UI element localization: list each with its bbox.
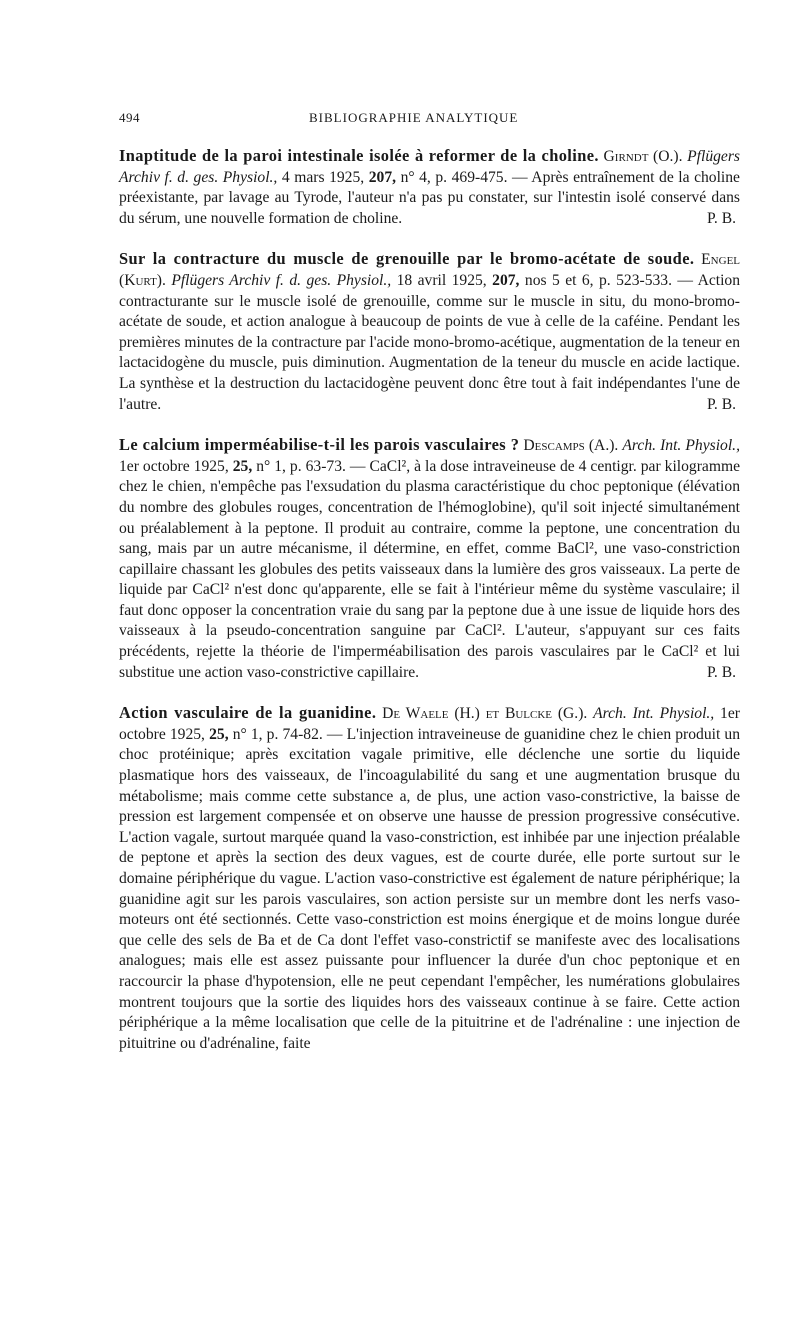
entry-title: Inaptitude de la paroi intestinale isolée à reformer de la choline. bbox=[119, 146, 599, 165]
bibliography-entry bbox=[119, 146, 740, 229]
entry-date: 18 avril 1925, bbox=[396, 271, 487, 289]
entry-title: Sur la contracture du muscle de grenouille par le bromo-acétate de soude. bbox=[119, 249, 695, 269]
entry-abstract: — Après entraînement de la choline préexistante, par lavage au Tyrode, l'auteur n'a pas pu constater, sur l'intestin isolé conservé dans du sérum, une nouvelle formation de choline. bbox=[119, 168, 740, 227]
entry-pages: n° 1, p. 74-82. bbox=[232, 725, 323, 743]
entry-author: De Waele (H.) et Bulcke (G.). bbox=[382, 705, 588, 723]
running-head bbox=[119, 102, 740, 126]
entry-pages: n° 1, p. 63-73. bbox=[256, 457, 346, 475]
entry-title: Le calcium imperméabilise-t-il les parois vasculaires ? bbox=[119, 435, 520, 455]
entry-volume: 25, bbox=[232, 457, 253, 475]
entry-journal: Pflügers Archiv f. d. ges. Physiol., bbox=[119, 148, 740, 186]
entry-abstract: — Action contracturante sur le muscle isolé de grenouille, comme sur le muscle in situ, du mono-bromo-acétate de soude, et action analogue à beaucoup de points de vue à celle de la caféine. Pendant les premières minutes de la contracture par l'acide mono-bromo-acétique, augmentation de la teneur en lactacidogène du muscle, puis diminution. Augmentation de la teneur du muscle en acide lactique. La synthèse et la destruction du lactacidogène peuvent donc être tout à fait indépendantes l'une de l'autre. bbox=[119, 271, 741, 413]
entry-pages: nos 5 et 6, p. 523-533. bbox=[524, 271, 672, 289]
entry-author: Descamps (A.). bbox=[523, 437, 619, 455]
bibliography-entry bbox=[119, 249, 740, 415]
entry-signature: P. B. bbox=[706, 395, 736, 413]
entry-pages: n° 4, p. 469-475. bbox=[400, 168, 508, 186]
entry-volume: 207, bbox=[492, 271, 520, 289]
page-number: 494 bbox=[119, 110, 140, 125]
entry-volume: 207, bbox=[368, 168, 397, 186]
document-page bbox=[119, 102, 740, 1054]
bibliography-entry bbox=[119, 435, 740, 683]
entry-journal: Pflügers Archiv f. d. ges. Physiol., bbox=[171, 271, 392, 289]
entry-author: Engel (Kurt). bbox=[119, 251, 741, 289]
entry-abstract: — CaCl², à la dose intraveineuse de 4 centigr. par kilogramme chez le chien, n'empêche pas l'exsudation du plasma caractéristique du choc peptonique (élévation du nombre des globules rouges, concentration de l'hémoglobine), qu'il soit injecté simultanément ou préalablement à la peptone. Il produit au contraire, comme la peptone, une concentration du sang, mais par un autre mécanisme, il détermine, en effet, comme BaCl², une vaso-constriction capillaire chassant les globules des petits vaisseaux dans la lumière des gros vaisseaux. La perte de liquide par CaCl² n'est donc qu'apparente, elle se fait à l'intérieur même du système vasculaire; il faut donc opposer la concentration vraie du sang par la peptone due à une issue de liquide hors des vaisseaux à la pseudo-concentration sanguine par CaCl². L'auteur, s'appuyant sur ces faits précédents, rejette la théorie de l'imperméabilisation des parois vasculaires par le CaCl² et lui substitue une action vaso-constrictive capillaire. bbox=[119, 457, 740, 681]
entry-title: Action vasculaire de la guanidine. bbox=[119, 703, 377, 723]
entry-signature: P. B. bbox=[706, 663, 736, 681]
entry-signature: P. B. bbox=[706, 209, 736, 227]
running-title: BIBLIOGRAPHIE ANALYTIQUE bbox=[309, 110, 519, 125]
entry-abstract: — L'injection intraveineuse de guanidine chez le chien produit un choc protéinique; après excitation vagale primitive, elle déclenche une sortie du liquide plasmatique hors des vaisseaux, de l'incoagulabilité du sang et une augmentation brusque du métabolisme; mais comme cette substance a, de plus, une action vaso-constrictive, la baisse de pression est largement compensée et on observe une hausse de pression progressive consécutive. L'action vagale, surtout marquée quand la vaso-constriction, est inhibée par une injection préalable de peptone et après la section des deux vagues, est de courte durée, elle porte surtout sur le domaine périphérique du vague. L'action vaso-constrictive est également de nature périphérique; la guanidine agit sur les parois vasculaires, son action persiste sur un membre dont les nerfs vaso-moteurs ont été sectionnés. Cette vaso-constriction est moins énergique et de moins longue durée que celle des sels de Ba et de Ca dont l'effet vaso-constrictif se manifeste avec des localisations analogues; mais elle est assez puissante pour influencer la durée d'un choc peptonique et en raccourcir la phase d'hypotension, elle ne peut cependant l'empêcher, les numérations globulaires montrent toujours que la sortie des liquides hors des vaisseaux continue à se faire. Cette action périphérique a la même localisation que celle de la pituitrine et de l'adrénaline : une injection de pituitrine ou d'adrénaline, faite bbox=[119, 725, 741, 1052]
entry-date: 1er octobre 1925, bbox=[119, 457, 229, 475]
entry-date: 4 mars 1925, bbox=[281, 168, 365, 186]
entry-date: 1er octobre 1925, bbox=[119, 705, 740, 743]
entry-author: Girndt (O.). bbox=[603, 148, 683, 165]
bibliography-entry bbox=[119, 703, 740, 1054]
entry-journal: Arch. Int. Physiol., bbox=[622, 437, 740, 455]
entry-volume: 25, bbox=[209, 725, 229, 743]
entry-journal: Arch. Int. Physiol., bbox=[593, 705, 715, 723]
